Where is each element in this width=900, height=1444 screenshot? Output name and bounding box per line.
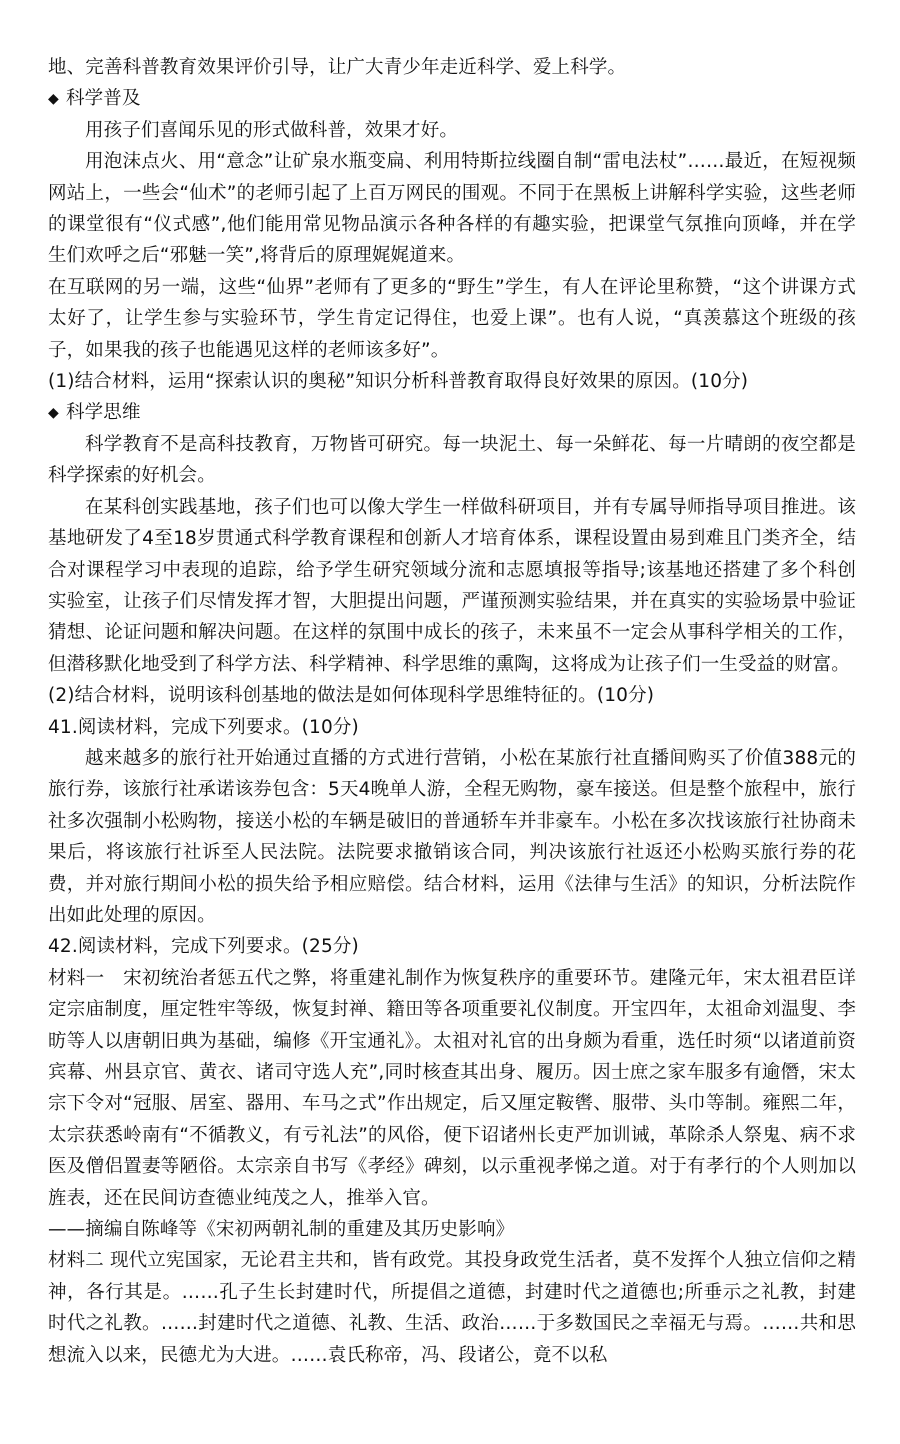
text-line: 地、完善科普教育效果评价引导，让广大青少年走近科学、爱上科学。 <box>48 57 627 78</box>
question-1: (1)结合材料，运用“探索认识的奥秘”知识分析科普教育取得良好效果的原因。(10分) <box>48 371 749 393</box>
section-heading-scientific-thinking <box>48 397 856 428</box>
material-1-source: ——摘编自陈峰等《宋初两朝礼制的重建及其历史影响》 <box>48 1219 515 1241</box>
section-heading-label: 科学普及 <box>66 88 141 110</box>
paragraph: 在互联网的另一端，这些“仙界”老师有了更多的“野生”学生，有人在评论里称赞，“这个讲课方式太好了，让学生参与实验环节，学生肯定记得住，也爱上课”。也有人说，“真羡慕这个班级的孩子，如果我的孩子也能遇见这样的老师该多好”。 <box>48 276 856 361</box>
paragraph: 越来越多的旅行社开始通过直播的方式进行营销，小松在某旅行社直播间购买了价值388元的旅行券，该旅行社承诺该券包含：5天4晚单人游，全程无购物，豪车接送。但是整个旅程中，旅行社多次强制小松购物，接送小松的车辆是破旧的普通轿车并非豪车。小松在多次找该旅行社协商未果后，将该旅行社诉至人民法院。法院要求撤销该合同，判决该旅行社返还小松购买旅行券的花费，并对旅行期间小松的损失给予相应赔偿。结合材料，运用《法律与生活》的知识，分析法院作出如此处理的原因。 <box>48 747 856 926</box>
paragraph: 在某科创实践基地，孩子们也可以像大学生一样做科研项目，并有专属导师指导项目推进。该基地研发了4至18岁贯通式科学教育课程和创新人才培育体系，课程设置由易到难且门类齐全，结合对课程学习中表现的追踪，给予学生研究领域分流和志愿填报等指导;该基地还搭建了多个科创实验室，让孩子们尽情发挥才智，大胆提出问题，严谨预测实验结果，并在真实的实验场景中验证猜想、论证问题和解决问题。在这样的氛围中成长的孩子，未来虽不一定会从事科学相关的工作，但潜移默化地受到了科学方法、科学精神、科学思维的熏陶，这将成为让孩子们一生受益的财富。 <box>48 496 856 675</box>
paragraph: 用泡沫点火、用“意念”让矿泉水瓶变扁、利用特斯拉线圈自制“雷电法杖”……最近，在短视频网站上，一些会“仙术”的老师引起了上百万网民的围观。不同于在黑板上讲解科学实验，这些老师的课堂很有“仪式感”,他们能用常见物品演示各种各样的有趣实验，把课堂气氛推向顶峰，并在学生们欢呼之后“邪魅一笑”,将背后的原理娓娓道来。 <box>48 151 856 267</box>
question-42: 42.阅读材料，完成下列要求。(25分) <box>48 936 359 958</box>
material-1: 材料一 宋初统治者惩五代之弊，将重建礼制作为恢复秩序的重要环节。建隆元年，宋太祖君臣详定宗庙制度，厘定牲牢等级，恢复封禅、籍田等各项重要礼仪制度。开宝四年，太祖命刘温叟、李昉等人以唐朝旧典为基础，编修《开宝通礼》。太祖对礼官的出身颇为看重，选任时须“以诸道前资宾幕、州县京官、黄衣、诸司守选人充”,同时核查其出身、履历。因士庶之家车服多有逾僭，宋太宗下令对“冠服、居室、器用、车马之式”作出规定，后又厘定鞍辔、服带、头巾等制。雍熙二年，太宗获悉岭南有“不循教义，有亏礼法”的风俗，便下诏诸州长吏严加训诫，革除杀人祭鬼、病不求医及僧侣置妻等陋俗。太宗亲自书写《孝经》碑刻，以示重视孝悌之道。对于有孝行的个人则加以旌表，还在民间访查德业纯茂之人，推举入官。 <box>48 967 856 1209</box>
paragraph: 用孩子们喜闻乐见的形式做科普，效果才好。 <box>85 119 459 141</box>
question-41: 41.阅读材料，完成下列要求。(10分) <box>48 716 359 738</box>
section-heading-label: 科学思维 <box>66 402 141 424</box>
diamond-bullet-icon: ◆ <box>48 90 59 107</box>
paragraph: 科学教育不是高科技教育，万物皆可研究。每一块泥土、每一朵鲜花、每一片晴朗的夜空都是科学探索的好机会。 <box>48 433 856 487</box>
material-2: 材料二 现代立宪国家，无论君主共和，皆有政党。其投身政党生活者，莫不发挥个人独立信仰之精神，各行其是。……孔子生长封建时代，所提倡之道德，封建时代之道德也;所垂示之礼教，封建时代之礼教。……封建时代之道德、礼教、生活、政治……于多数国民之幸福无与焉。……共和思想流入以来，民德尤为大进。……袁氏称帝，冯、段诸公，竟不以私 <box>48 1250 856 1366</box>
diamond-bullet-icon: ◆ <box>48 404 59 421</box>
question-2: (2)结合材料，说明该科创基地的做法是如何体现科学思维特征的。(10分) <box>48 685 655 707</box>
section-heading-science-popularization <box>48 83 856 114</box>
